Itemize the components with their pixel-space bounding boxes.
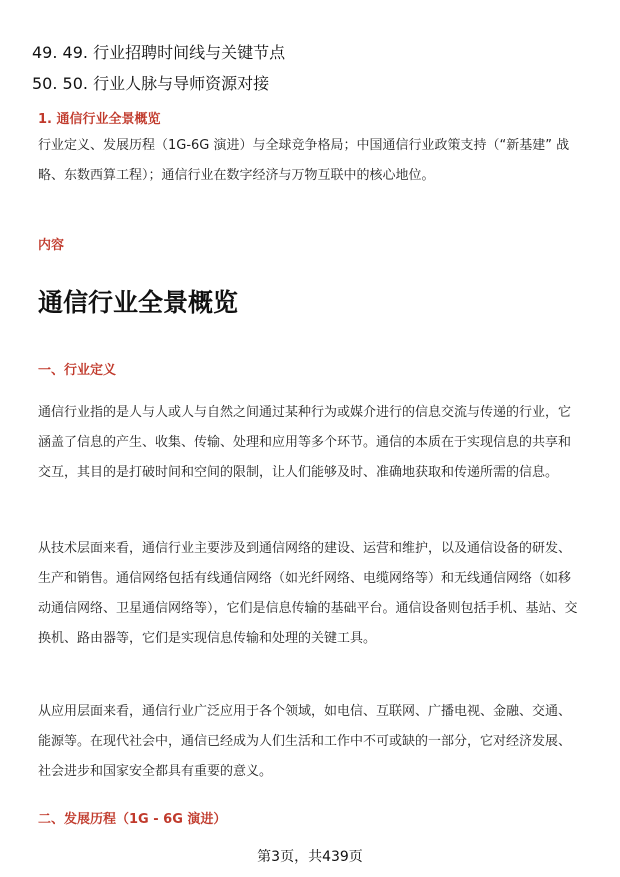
toc-item[interactable]: 49. 49. 行业招聘时间线与关键节点 bbox=[32, 43, 286, 62]
toc-item[interactable]: 50. 50. 行业人脉与导师资源对接 bbox=[32, 74, 270, 93]
paragraph bbox=[38, 534, 583, 654]
page-footer: 第3页，共439页 bbox=[257, 849, 363, 865]
summary-body: 行业定义、发展历程（1G-6G 演进）与全球竞争格局；中国通信行业政策支持（“新基建” 战略、东数西算工程）；通信行业在数字经济与万物互联中的核心地位。 bbox=[38, 138, 570, 183]
paragraph-text: 从技术层面来看，通信行业主要涉及到通信网络的建设、运营和维护，以及通信设备的研发、生产和销售。通信网络包括有线通信网络（如光纤网络、电缆网络等）和无线通信网络（如移动通信网络、卫星通信网络等），它们是信息传输的基础平台。通信设备则包括手机、基站、交换机、路由器等，它们是实现信息传输和处理的关键工具。 bbox=[38, 541, 578, 646]
summary-title: 1. 通信行业全景概览 bbox=[38, 112, 161, 127]
section-heading: 一、行业定义 bbox=[38, 363, 117, 378]
paragraph bbox=[38, 398, 583, 488]
page-title: 通信行业全景概览 bbox=[38, 288, 239, 317]
paragraph-text: 从应用层面来看，通信行业广泛应用于各个领域，如电信、互联网、广播电视、金融、交通、能源等。在现代社会中，通信已经成为人们生活和工作中不可或缺的一部分，它对经济发展、社会进步和国家安全都具有重要的意义。 bbox=[38, 704, 572, 779]
section-heading: 二、发展历程（1G - 6G 演进） bbox=[38, 812, 227, 827]
paragraph bbox=[38, 697, 583, 787]
paragraph-text: 通信行业指的是人与人或人与自然之间通过某种行为或媒介进行的信息交流与传递的行业，它涵盖了信息的产生、收集、传输、处理和应用等多个环节。通信的本质在于实现信息的共享和交互，其目的是打破时间和空间的限制，让人们能够及时、准确地获取和传递所需的信息。 bbox=[38, 405, 572, 480]
content-label: 内容 bbox=[38, 238, 65, 253]
